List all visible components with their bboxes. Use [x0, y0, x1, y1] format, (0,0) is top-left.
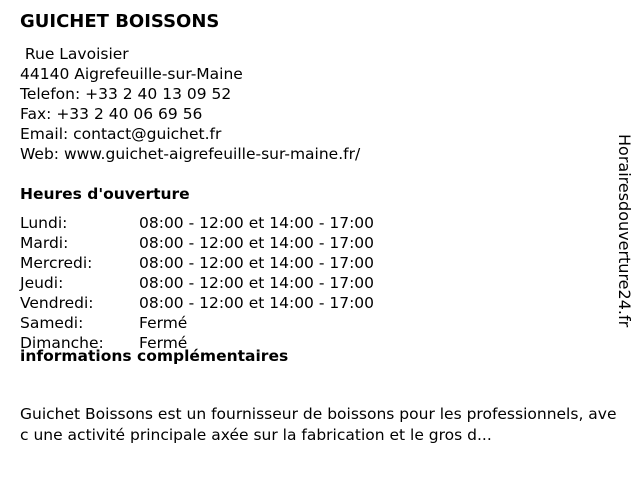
day-label: Lundi:: [20, 214, 68, 232]
day-hours: 08:00 - 12:00 et 14:00 - 17:00: [139, 254, 375, 272]
day-hours: 08:00 - 12:00 et 14:00 - 17:00: [139, 234, 375, 252]
hours-row-thursday: [20, 273, 440, 293]
day-label: Vendredi:: [20, 294, 94, 312]
day-hours: 08:00 - 12:00 et 14:00 - 17:00: [139, 214, 375, 232]
watermark-text: Horairesdouverture24.fr: [615, 134, 634, 328]
opening-hours-heading: Heures d'ouverture: [20, 185, 190, 203]
day-label: Samedi:: [20, 314, 84, 332]
hours-row-saturday: [20, 313, 440, 333]
day-hours: 08:00 - 12:00 et 14:00 - 17:00: [139, 294, 375, 312]
opening-hours-table: [20, 213, 440, 353]
email-address: Email: contact@guichet.fr: [20, 125, 222, 143]
day-hours: 08:00 - 12:00 et 14:00 - 17:00: [139, 274, 375, 292]
day-label: Mardi:: [20, 234, 69, 252]
fax-number: Fax: +33 2 40 06 69 56: [20, 105, 203, 123]
hours-row-tuesday: [20, 233, 440, 253]
day-label: Dimanche:: [20, 334, 104, 352]
additional-info-heading: informations complémentaires: [20, 347, 289, 365]
address-city: 44140 Aigrefeuille-sur-Maine: [20, 65, 243, 83]
side-watermark: [614, 134, 634, 344]
hours-row-friday: [20, 293, 440, 313]
day-hours: Fermé: [139, 314, 188, 332]
website-address: Web: www.guichet-aigrefeuille-sur-maine.fr/: [20, 145, 361, 163]
day-label: Mercredi:: [20, 254, 93, 272]
address-street: Rue Lavoisier: [20, 45, 129, 63]
hours-row-monday: [20, 213, 440, 233]
contact-block: [20, 44, 360, 164]
day-label: Jeudi:: [20, 274, 64, 292]
business-name: GUICHET BOISSONS: [20, 11, 220, 32]
day-hours: Fermé: [139, 334, 188, 352]
phone-number: Telefon: +33 2 40 13 09 52: [20, 85, 232, 103]
hours-row-wednesday: [20, 253, 440, 273]
business-description: Guichet Boissons est un fournisseur de boissons pour les professionnels, avec une activité principale axée sur la fabrication et le gros d...: [20, 405, 617, 444]
